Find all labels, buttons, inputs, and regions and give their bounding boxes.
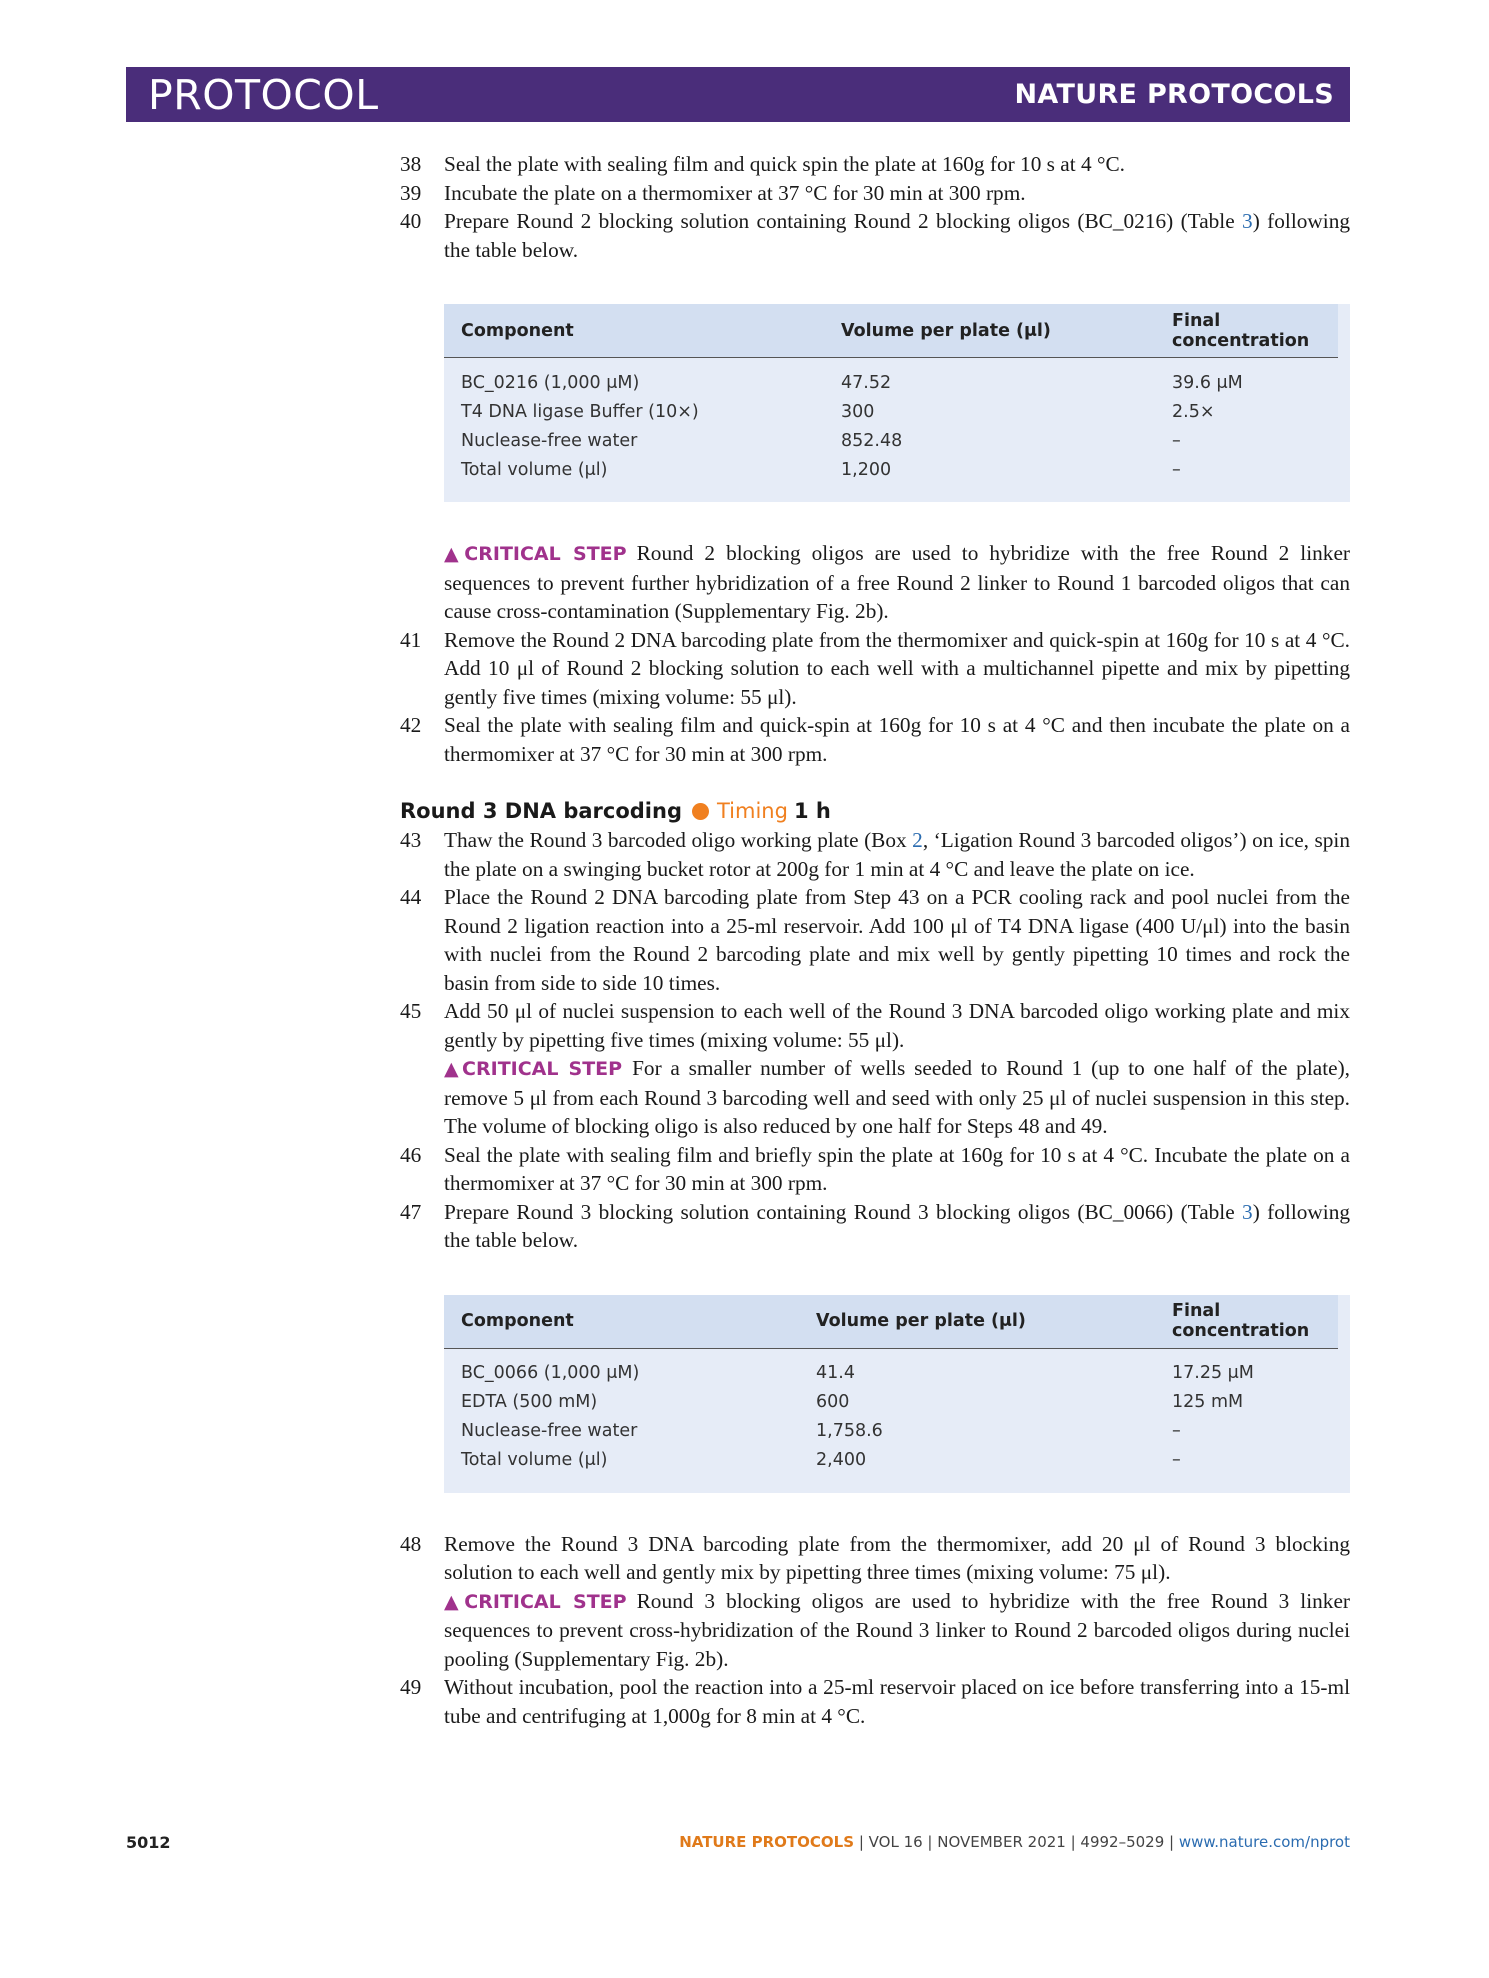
step-number: 40 xyxy=(400,209,422,233)
step-44 xyxy=(400,883,1350,997)
step-number: 49 xyxy=(400,1675,422,1699)
step-46 xyxy=(400,1141,1350,1198)
step-number: 41 xyxy=(400,627,422,652)
reagent-table-2 xyxy=(444,1295,1350,1493)
critical-step-label: ▲CRITICAL STEP xyxy=(444,1058,623,1080)
table-header-cell: Component xyxy=(461,1311,574,1331)
step-text: Prepare Round 3 blocking solution containing Round 3 blocking oligos (BC_0066) (Table 3) following the table below. xyxy=(444,1199,1350,1252)
step-39 xyxy=(400,179,1350,208)
table-header-cell: Final concentration xyxy=(1172,310,1310,351)
journal-url-link[interactable]: www.nature.com/nprot xyxy=(1178,1833,1350,1851)
table-header-cell: Volume per plate (μl) xyxy=(841,320,1051,341)
table-header-cell: Component xyxy=(461,320,574,341)
timing-value: 1 h xyxy=(793,799,831,823)
main-content xyxy=(400,150,1350,1730)
table-row: Nuclease-free water 1,758.6 – xyxy=(461,1421,1181,1441)
table-header-cell: Volume per plate (μl) xyxy=(816,1311,1026,1331)
table-row: BC_0216 (1,000 μM) 47.52 39.6 μM xyxy=(461,372,1243,393)
header-bar xyxy=(126,67,1350,122)
step-text: Place the Round 2 DNA barcoding plate from Step 43 on a PCR cooling rack and pool nuclei from the Round 2 ligation reaction into a 25-ml reservoir. Add 100 μl of T4 DNA ligase (400 U/μl) into the basin with nuclei from the Round 2 barcoding plate and mix well by gently pipetting 10 times and rock the basin from side to side 10 times. xyxy=(444,885,1350,995)
step-number: 48 xyxy=(400,1531,422,1556)
section-heading xyxy=(400,796,1350,826)
step-text: Thaw the Round 3 barcoded oligo working plate (Box 2, ‘Ligation Round 3 barcoded oligos’) on ice, spin the plate on a swinging bucket rotor at 200g for 1 min at 4 °C and leave the plate on ice. xyxy=(444,828,1350,881)
step-text: Seal the plate with sealing film and briefly spin the plate at 160g for 10 s at 4 °C. Incubate the plate on a thermomixer at 37 °C for 30 min at 300 rpm. xyxy=(444,1142,1350,1195)
critical-step-2 xyxy=(444,1054,1350,1141)
critical-step-label: ▲CRITICAL STEP xyxy=(444,1590,627,1613)
step-number: 47 xyxy=(400,1199,422,1224)
section-label: PROTOCOL xyxy=(148,70,379,119)
step-number: 38 xyxy=(400,152,422,176)
table-header-cell: Final concentration xyxy=(1172,1301,1310,1341)
step-text: Incubate the plate on a thermomixer at 37 °C for 30 min at 300 rpm. xyxy=(444,180,1026,205)
critical-step-text: Round 3 blocking oligos are used to hybridize with the free Round 3 linker sequences to prevent cross-hybridization of the Round 3 linker to Round 2 barcoded oligos during nuclei pooling (Supplementary Fig. 2b). xyxy=(444,1588,1350,1671)
table-row: EDTA (500 mM) 600 125 mM xyxy=(461,1392,1244,1412)
step-42 xyxy=(400,711,1350,768)
step-number: 39 xyxy=(400,180,422,205)
table-header xyxy=(444,304,1338,358)
step-text: Prepare Round 2 blocking solution containing Round 2 blocking oligos (BC_0216) (Table 3) following the table below. xyxy=(444,209,1350,262)
step-38 xyxy=(400,150,1350,179)
timing-label: Timing xyxy=(716,799,788,823)
page-number: 5012 xyxy=(126,1833,171,1852)
critical-step-text: Round 2 blocking oligos are used to hybridize with the free Round 2 linker sequences to prevent further hybridization of a free Round 2 linker to Round 1 barcoded oligos that can cause cross-contamination (Supplementary Fig. 2b). xyxy=(444,541,1350,623)
footer-volume: | VOL 16 | NOVEMBER 2021 | 4992–5029 | xyxy=(854,1833,1179,1851)
box-link[interactable]: 2 xyxy=(912,828,923,852)
step-text: Seal the plate with sealing film and quick-spin at 160g for 10 s at 4 °C and then incubate the plate on a thermomixer at 37 °C for 30 min at 300 rpm. xyxy=(444,713,1350,766)
step-text: Seal the plate with sealing film and quick spin the plate at 160g for 10 s at 4 °C. xyxy=(444,152,1126,176)
step-number: 43 xyxy=(400,828,422,852)
step-number: 45 xyxy=(400,999,422,1023)
reagent-table-1 xyxy=(444,304,1350,502)
step-41 xyxy=(400,626,1350,712)
step-number: 46 xyxy=(400,1142,422,1167)
step-40 xyxy=(400,207,1350,264)
table-row: Total volume (μl) 1,200 – xyxy=(461,459,1181,480)
step-49 xyxy=(400,1673,1350,1730)
table-row: Nuclease-free water 852.48 – xyxy=(461,430,1181,451)
step-text: Remove the Round 3 DNA barcoding plate from the thermomixer, add 20 μl of Round 3 blocking solution to each well and gently mix by pipetting three times (mixing volume: 75 μl). xyxy=(444,1531,1350,1584)
table-row: BC_0066 (1,000 μM) 41.4 17.25 μM xyxy=(461,1363,1254,1383)
step-text: Add 50 μl of nuclei suspension to each well of the Round 3 DNA barcoded oligo working plate and mix gently by pipetting five times (mixing volume: 55 μl). xyxy=(444,999,1350,1052)
section-title: Round 3 DNA barcoding xyxy=(400,799,682,823)
critical-step-3 xyxy=(444,1587,1350,1674)
table-header xyxy=(444,1295,1338,1349)
timing-icon xyxy=(692,803,709,820)
step-43 xyxy=(400,826,1350,883)
table-link[interactable]: 3 xyxy=(1242,1199,1253,1224)
table-row: T4 DNA ligase Buffer (10×) 300 2.5× xyxy=(461,401,1215,422)
step-48 xyxy=(400,1530,1350,1587)
footer-journal: NATURE PROTOCOLS xyxy=(679,1833,855,1851)
table-row: Total volume (μl) 2,400 – xyxy=(461,1450,1181,1470)
step-number: 44 xyxy=(400,885,422,909)
table-link[interactable]: 3 xyxy=(1242,209,1253,233)
footer-citation xyxy=(679,1833,1350,1851)
critical-step-1 xyxy=(444,539,1350,626)
step-number: 42 xyxy=(400,713,422,737)
step-text: Without incubation, pool the reaction into a 25-ml reservoir placed on ice before transferring into a 15-ml tube and centrifuging at 1,000g for 8 min at 4 °C. xyxy=(444,1675,1350,1728)
critical-step-text: For a smaller number of wells seeded to Round 1 (up to one half of the plate), remove 5 μl from each Round 3 barcoding well and seed with only 25 μl of nuclei suspension in this step. The volume of blocking oligo is also reduced by one half for Steps 48 and 49. xyxy=(444,1056,1350,1138)
journal-name: NATURE PROTOCOLS xyxy=(1014,79,1334,110)
step-text: Remove the Round 2 DNA barcoding plate from the thermomixer and quick-spin at 160g for 10 s at 4 °C. Add 10 μl of Round 2 blocking solution to each well with a multichannel pipette and mix by pipetting gently five times (mixing volume: 55 μl). xyxy=(444,627,1350,709)
step-45 xyxy=(400,997,1350,1054)
critical-step-label: ▲CRITICAL STEP xyxy=(444,543,627,565)
step-47 xyxy=(400,1198,1350,1255)
